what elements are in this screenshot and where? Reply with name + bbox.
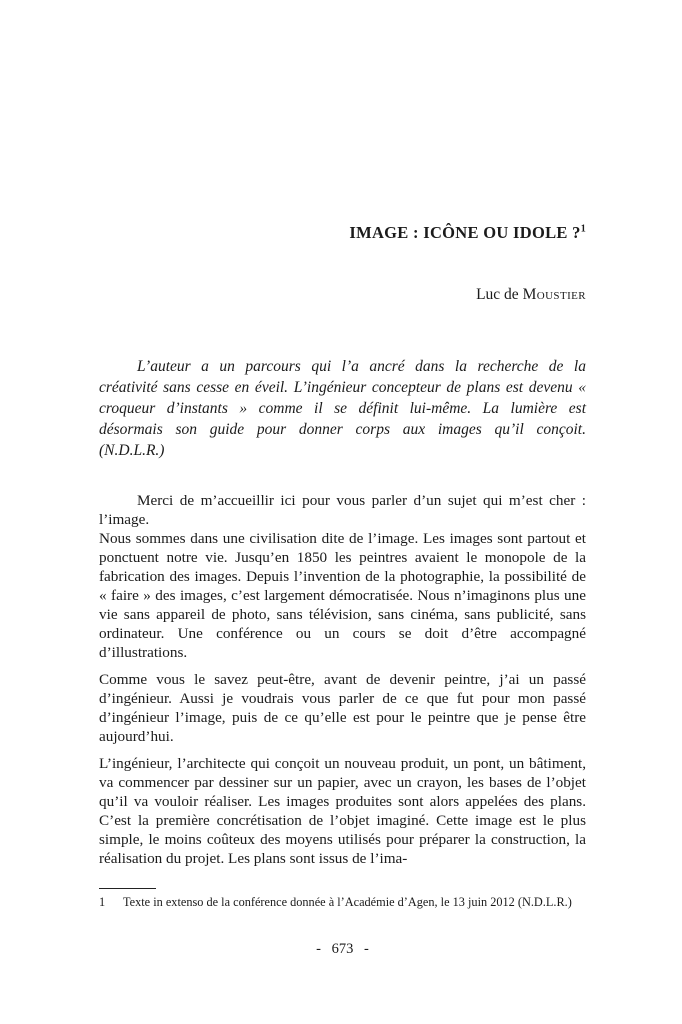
body-paragraph-1: Merci de m’accueillir ici pour vous parler d’un sujet qui m’est cher : l’image.: [99, 492, 586, 528]
footnote-number: 1: [99, 895, 106, 909]
editorial-note: L’auteur a un parcours qui l’a ancré dans la recherche de la créativité sans cesse en éveil. L’ingénieur concepteur de plans est devenu « croqueur d’instants » comme il se définit lui-même. La lumière est désormais son guide pour donner corps aux images qu’il conçoit. (N.D.L.R.): [99, 358, 586, 459]
body-paragraph-3: Comme vous le savez peut-être, avant de devenir peintre, j’ai un passé d’ingénieur. Aussi je voudrais vous parler de ce que fut pour mon passé d’ingénieur l’image, puis de ce qu’elle est pour le peintre que je pense être aujourd’hui.: [99, 671, 586, 745]
author-line: [99, 285, 586, 304]
body-paragraph-2: Nous sommes dans une civilisation dite de l’image. Les images sont partout et ponctuent notre vie. Jusqu’en 1850 les peintres avaient le monopole de la fabrication des images. Depuis l’invention de la photographie, la possibilité de « faire » des images, c’est largement démocratisée. Nous n’imaginons plus une vie sans appareil de photo, sans télévision, sans cinéma, sans publicité, sans ordinateur. Une conférence ou un cours se doit d’être accompagné d’illustrations.: [99, 530, 586, 661]
title-footnote-reference: 1: [580, 223, 586, 235]
body-paragraph-4: L’ingénieur, l’architecte qui conçoit un nouveau produit, un pont, un bâtiment, va commencer par dessiner sur un papier, avec un crayon, les bases de l’objet qu’il va vouloir réaliser. Les images produites sont alors appelées des plans. C’est la première concrétisation de l’objet imaginé. Cette image est le plus simple, le moins coûteux des moyens utilisés pour préparer la construction, la réalisation du projet. Les plans sont issus de l’ima-: [99, 755, 586, 867]
author-surname: Moustier: [522, 286, 586, 303]
footnote-text: Texte in extenso de la conférence donnée à l’Académie d’Agen, le 13 juin 2012 (N.D.L.R.): [123, 895, 572, 909]
footnote: [99, 895, 586, 910]
page-number: - 673 -: [316, 941, 369, 957]
article-title-text: IMAGE : ICÔNE OU IDOLE ?: [349, 223, 581, 242]
article-title: [99, 223, 586, 243]
text-column: [99, 0, 586, 868]
footnote-separator: [99, 888, 156, 889]
author-prefix: Luc de: [476, 286, 523, 303]
footnote-block: [99, 888, 586, 910]
